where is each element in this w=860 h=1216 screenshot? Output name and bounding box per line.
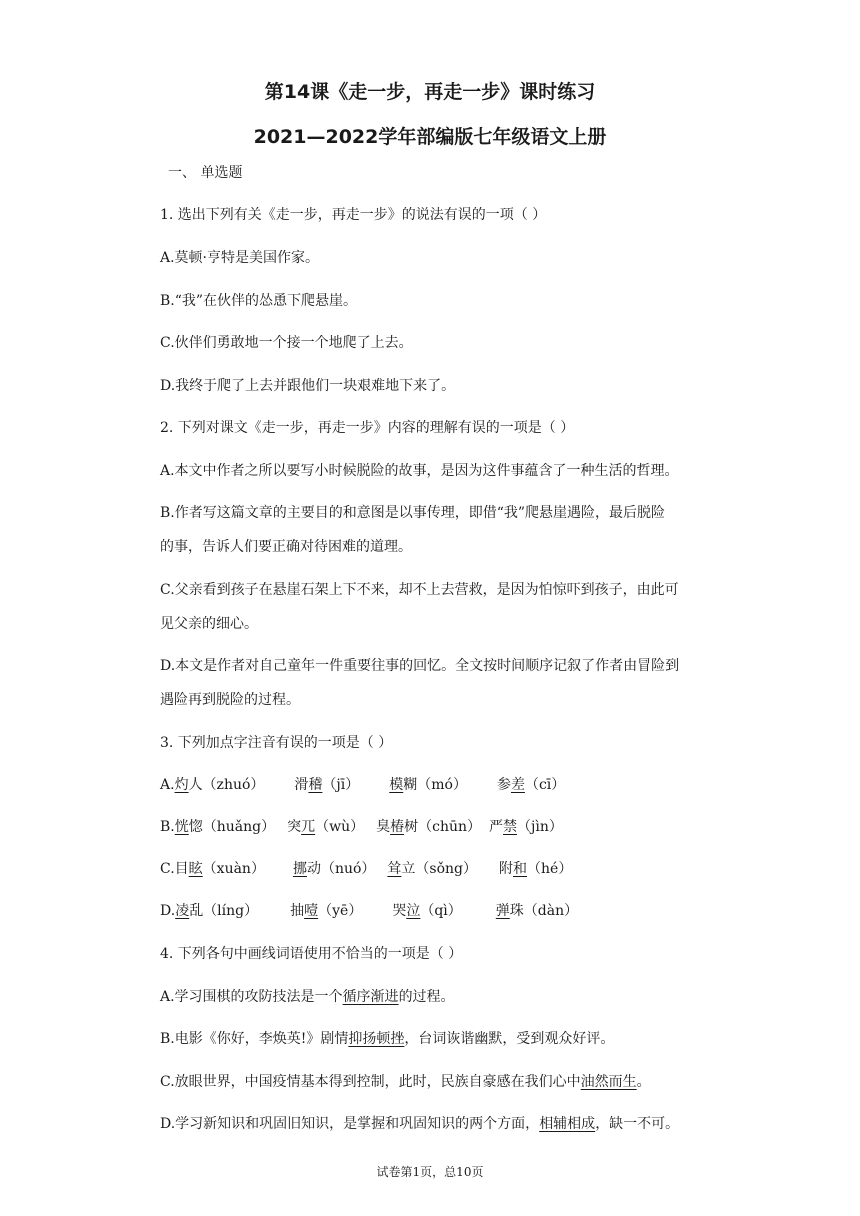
q3-c-item-2: 挪动（nuó） [292, 861, 376, 877]
q3-b-item-2: 突兀（wù） [287, 819, 365, 835]
q4-option-b: B.电影《你好，李焕英!》剧情抑扬顿挫，台词诙谐幽默，受到观众好评。 [160, 1031, 615, 1047]
question-3-stem: 3. 下列加点字注音有误的一项是（ ） [160, 735, 393, 751]
q1-option-c: C.伙伴们勇敢地一个接一个地爬了上去。 [160, 335, 413, 351]
dotted-char: 恍 [174, 819, 189, 835]
underlined-phrase: 相辅相成 [539, 1116, 596, 1132]
q4-option-c: C.放眼世界，中国疫情基本得到控制，此时，民族自豪感在我们心中油然而生。 [160, 1074, 651, 1090]
q3-d-item-1: D.凌乱（líng） [160, 903, 259, 919]
q1-option-b: B.“我”在伙伴的怂恿下爬悬崖。 [160, 293, 358, 309]
title-grade: 2021—2022学年部编版七年级语文上册 [253, 126, 607, 148]
q4-option-a: A.学习围棋的攻防技法是一个循序渐进的过程。 [160, 989, 455, 1005]
q4-option-d: D.学习新知识和巩固旧知识，是掌握和巩固知识的两个方面，相辅相成，缺一不可。 [160, 1116, 680, 1132]
q2-option-d-line1: D.本文是作者对自己童年一件重要往事的回忆。全文按时间顺序记叙了作者由冒险到 [160, 658, 680, 674]
q1-option-d: D.我终于爬了上去并跟他们一块艰难地下来了。 [160, 378, 456, 394]
underlined-phrase: 油然而生 [580, 1074, 637, 1090]
q2-option-c-line1: C.父亲看到孩子在悬崖石架上下不来，却不上去营救，是因为怕惊吓到孩子，由此可 [160, 582, 679, 598]
title-lesson: 第14课《走一步，再走一步》课时练习 [264, 81, 596, 103]
dotted-char: 噎 [304, 903, 319, 919]
q2-option-c-line2: 见父亲的细心。 [160, 616, 258, 632]
dotted-char: 稽 [308, 777, 323, 793]
page-footer: 试卷第1页，总10页 [376, 1165, 484, 1179]
q3-d-item-3: 哭泣（qì） [392, 903, 462, 919]
q3-b-item-1: B.恍惚（huǎng） [160, 819, 276, 835]
dotted-char: 眩 [188, 861, 203, 877]
dotted-char: 凌 [175, 903, 190, 919]
section-heading: 一、 单选题 [168, 165, 243, 181]
q2-option-d-line2: 遇险再到脱险的过程。 [160, 692, 300, 708]
dotted-char: 禁 [503, 819, 517, 835]
q3-c-item-1: C.目眩（xuàn） [160, 861, 265, 877]
dotted-char: 兀 [301, 819, 316, 835]
q2-option-a: A.本文中作者之所以要写小时候脱险的故事，是因为这件事蕴含了一种生活的哲理。 [160, 463, 679, 479]
q3-a-item-4: 参差（cī） [496, 777, 566, 793]
q3-a-item-2: 滑稽（jī） [294, 777, 360, 793]
question-2-stem: 2. 下列对课文《走一步，再走一步》内容的理解有误的一项是（ ） [160, 420, 575, 436]
q3-a-item-1: A.灼人（zhuó） [160, 777, 265, 793]
q3-option-a [160, 775, 565, 795]
q3-c-item-4: 附和（hé） [499, 861, 573, 877]
q3-b-item-3: 臭椿树（chūn） [376, 819, 481, 835]
q3-d-item-4: 弹珠（dàn） [495, 903, 579, 919]
question-4-stem: 4. 下列各句中画线词语使用不恰当的一项是（ ） [160, 946, 463, 962]
q3-b-item-4: 严禁（jìn） [489, 819, 563, 835]
underlined-phrase: 抑扬顿挫 [348, 1031, 405, 1047]
q3-option-b [160, 817, 563, 837]
q3-d-item-2: 抽噎（yē） [290, 903, 363, 919]
dotted-char: 模 [389, 777, 404, 793]
dotted-char: 泣 [406, 903, 421, 919]
dotted-char: 弹 [495, 903, 510, 919]
q1-option-a: A.莫顿·亨特是美国作家。 [160, 250, 320, 266]
dotted-char: 和 [513, 861, 528, 877]
dotted-char: 差 [510, 777, 525, 793]
q2-option-b-line1: B.作者写这篇文章的主要目的和意图是以事传理，即借“我”爬悬崖遇险，最后脱险 [160, 505, 666, 521]
q2-option-b-line2: 的事，告诉人们要正确对待困难的道理。 [160, 539, 412, 555]
dotted-char: 挪 [292, 861, 307, 877]
underlined-phrase: 循序渐进 [342, 989, 399, 1005]
q3-option-d [160, 901, 578, 921]
question-1-stem: 1. 选出下列有关《走一步，再走一步》的说法有误的一项（ ） [160, 207, 547, 223]
q3-c-item-3: 耸立（sǒng） [387, 861, 478, 877]
dotted-char: 椿 [390, 819, 405, 835]
dotted-char: 耸 [387, 861, 402, 877]
q3-option-c [160, 859, 572, 879]
q3-a-item-3: 模糊（mó） [389, 777, 467, 793]
dotted-char: 灼 [174, 777, 189, 793]
